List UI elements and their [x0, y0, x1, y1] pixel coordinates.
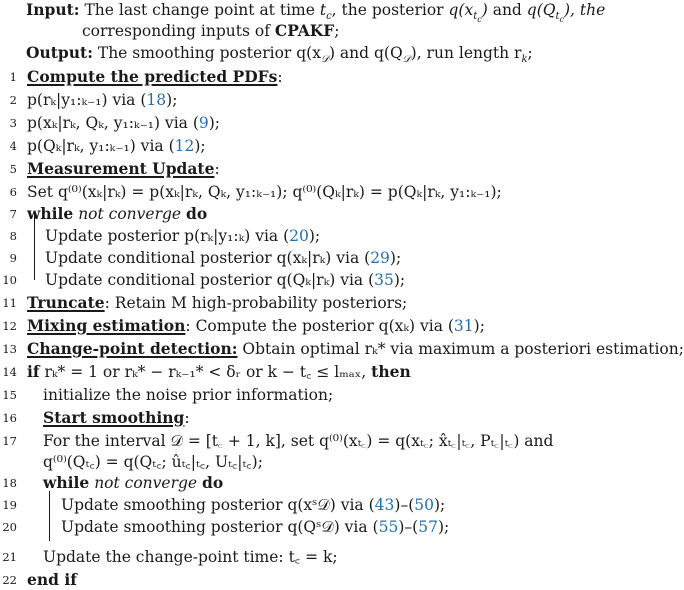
- output-label: Output:: [26, 43, 93, 62]
- and-word: and: [487, 1, 527, 19]
- line-number: 13: [2, 342, 17, 356]
- line-text: while not converge do: [27, 204, 208, 223]
- line-text: Update conditional posterior q(Qₖ|rₖ) via (35);: [45, 271, 406, 289]
- input-line-2: corresponding inputs of CPAKF;: [82, 21, 340, 40]
- line-number: 1: [9, 70, 17, 84]
- line-text: Compute the predicted PDFs:: [27, 67, 283, 86]
- line-text: q⁽⁰⁾(Qₜ꜀) = q(Qₜ꜀; ûₜ꜀|ₜ꜀, Uₜ꜀|ₜ꜀);: [43, 453, 263, 471]
- line-text: Set q⁽⁰⁾(xₖ|rₖ) = p(xₖ|rₖ, Qₖ, y₁:ₖ₋₁); q⁽⁰⁾(Qₖ|rₖ) = p(Qₖ|rₖ, y₁:ₖ₋₁);: [27, 183, 502, 201]
- input-text-a: The last change point at time: [84, 1, 320, 19]
- input-text-b: , the posterior: [331, 1, 449, 19]
- input-label: Input:: [26, 0, 80, 19]
- line-number: 22: [2, 573, 17, 587]
- line-number: 5: [9, 162, 17, 176]
- line-text: Update posterior p(rₖ|y₁:ₖ) via (20);: [45, 227, 321, 245]
- while-loop-bar-2: [49, 491, 50, 541]
- line-text: Update smoothing posterior q(xˢ𝒟) via (43)–(50);: [61, 496, 446, 514]
- while-loop-bar-1: [34, 213, 35, 280]
- line-text: Update conditional posterior q(xₖ|rₖ) via (29);: [45, 249, 402, 267]
- line-number: 17: [2, 434, 17, 448]
- line-text: Start smoothing:: [43, 408, 190, 427]
- line-number: 14: [2, 365, 17, 379]
- line-number: 11: [2, 296, 17, 310]
- line-number: 7: [9, 207, 17, 221]
- line-text: Update the change-point time: t꜀ = k;: [43, 548, 338, 566]
- line-text: initialize the noise prior information;: [43, 386, 334, 404]
- line-number: 16: [2, 411, 17, 425]
- line-number: 3: [9, 116, 17, 130]
- line-number: 2: [9, 93, 17, 107]
- q-x-expr: $q(x_{t_c})$: [448, 1, 488, 25]
- line-text: Truncate: Retain M high-probability posteriors;: [27, 293, 408, 312]
- line-text: p(rₖ|y₁:ₖ₋₁) via (18);: [27, 91, 178, 109]
- line-number: 6: [9, 185, 17, 199]
- line-number: 9: [9, 251, 17, 265]
- output-line: Output: The smoothing posterior $q(x_𝒟)$ and $q(Q_𝒟)$, run length $r_k$;: [26, 43, 533, 66]
- line-number: 18: [2, 476, 17, 490]
- line-text: if rₖ* = 1 or rₖ* − rₖ₋₁* < δᵣ or k − t꜀ ≤ lₘₐₓ, then: [27, 362, 411, 381]
- line-number: 15: [2, 388, 17, 402]
- line-number: 21: [2, 550, 17, 564]
- line-text: Mixing estimation: Compute the posterior q(xₖ) via (31);: [27, 316, 485, 335]
- line-text: Update smoothing posterior q(Qˢ𝒟) via (55)–(57);: [61, 518, 450, 536]
- line-text: Measurement Update:: [27, 159, 220, 178]
- tc-symbol: $t_c$: [319, 1, 332, 23]
- q-Q-expr: $q(Q_{t_c})$, the: [526, 1, 606, 25]
- line-number: 4: [9, 139, 17, 153]
- line-number: 10: [2, 273, 17, 287]
- line-number: 19: [2, 498, 17, 512]
- cpakf-name: CPAKF: [274, 21, 335, 40]
- line-number: 8: [9, 229, 17, 243]
- line-number: 20: [2, 520, 17, 534]
- line-text: Change-point detection: Obtain optimal rₖ* via maximum a posteriori estimation;: [27, 339, 684, 358]
- line-text: p(Qₖ|rₖ, y₁:ₖ₋₁) via (12);: [27, 137, 206, 155]
- line-text: end if: [27, 570, 77, 589]
- line-number: 12: [2, 319, 17, 333]
- line-text: For the interval 𝒟 = [t꜀ + 1, k], set q⁽⁰⁾(xₜ꜀) = q(xₜ꜀; x̂ₜ꜀|ₜ꜀, Pₜ꜀|ₜ꜀) and: [43, 432, 554, 450]
- line-text: while not converge do: [43, 473, 224, 492]
- line-text: p(xₖ|rₖ, Qₖ, y₁:ₖ₋₁) via (9);: [27, 114, 221, 132]
